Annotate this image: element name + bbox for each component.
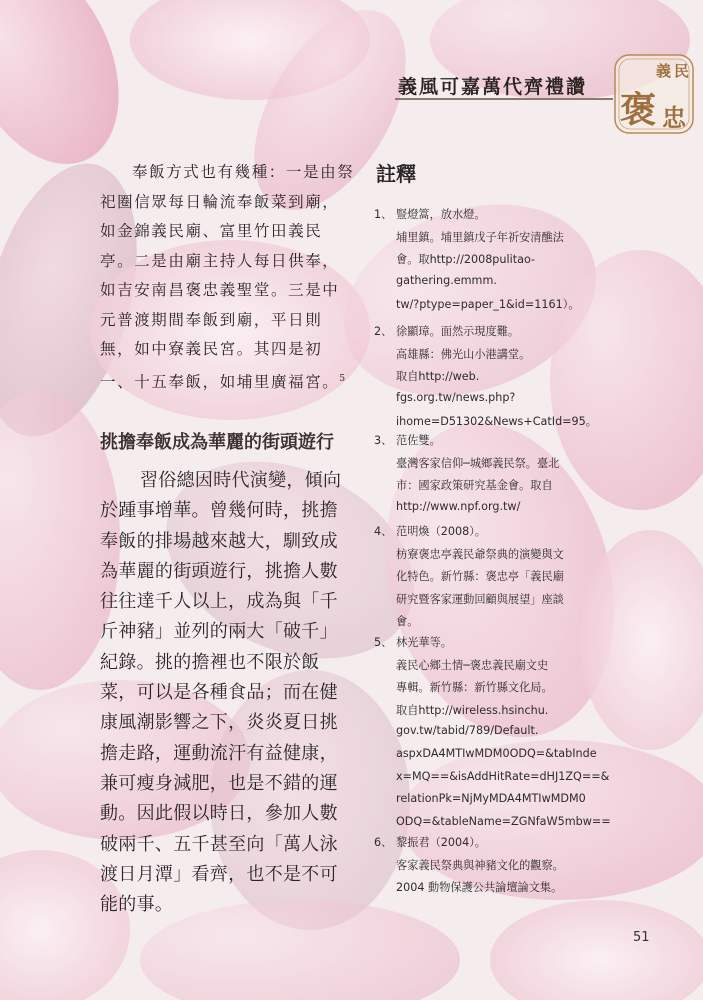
note-item — [374, 834, 619, 902]
notes-title: 註釋 — [376, 162, 416, 186]
seal-char-min: 民 — [674, 62, 690, 80]
note-line: 高雄縣：佛光山小港講堂。 — [396, 347, 531, 361]
note-line: 2004 動物保護公共論壇論文集。 — [396, 881, 563, 895]
note-line: 臺灣客家信仰─城鄉義民祭。臺北 — [396, 456, 560, 470]
note-line: 化特色。新竹縣：褒忠亭「義民廟 — [396, 570, 564, 584]
note-item — [374, 432, 619, 522]
paragraph-1-text: 奉飯方式也有幾種：一是由祭祀圈信眾每日輪流奉飯菜到廟，如金錦義民廟、富里竹田義民亭。二是由廟主持人每日供奉，如吉安南昌褒忠義聖堂。三是中元普渡期間奉飯到廟，平日則無，如中寮義民宮。其四是初一、十五奉飯，如埔里廣福宮。 — [100, 163, 355, 391]
paragraph-street-parade — [100, 466, 355, 920]
note-line: 豎燈篙，放水燈。 — [396, 208, 486, 221]
note-number: 6、 — [374, 836, 393, 849]
note-line[interactable]: http://www.npf.org.tw/ — [396, 499, 521, 513]
note-item — [374, 323, 619, 436]
note-line: relationPk=NjMyMDA4MTIwMDM0 — [396, 792, 586, 806]
header-rule — [395, 98, 613, 100]
note-line: 范佐雙。 — [396, 434, 441, 447]
paragraph-feeding-methods — [100, 158, 355, 397]
note-line[interactable]: 會。取http://2008pulitao- — [396, 253, 536, 267]
note-number: 3、 — [374, 434, 393, 447]
section-heading: 挑擔奉飯成為華麗的街頭遊行 — [100, 432, 334, 453]
note-line: 專輯。新竹縣：新竹縣文化局。 — [396, 681, 553, 695]
note-number: 4、 — [374, 525, 393, 538]
note-item — [374, 206, 619, 319]
footnote-ref: 5 — [339, 373, 347, 384]
note-number: 1、 — [374, 208, 393, 221]
note-item — [374, 634, 619, 837]
note-item — [374, 523, 619, 636]
note-line: 埔里鎮。埔里鎮戊子年祈安清醮法 — [396, 230, 564, 244]
note-line: 范明煥（2008）。 — [396, 525, 486, 538]
header-title: 義風可嘉萬代齊禮讚 — [398, 76, 588, 98]
seal-char-zhong: 忠 — [662, 103, 686, 132]
note-number: 2、 — [374, 325, 393, 338]
note-line: ihome=D51302&News+CatId=95。 — [396, 415, 597, 429]
note-line: 會。 — [396, 615, 419, 629]
seal-char-yi: 義 — [656, 62, 672, 80]
note-line[interactable]: tw/?ptype=paper_1&id=1161）。 — [396, 298, 580, 312]
note-line: 研究暨客家運動回顧與展望」座談 — [396, 592, 564, 606]
note-line: 義民心鄉土情─褒忠義民廟文史 — [396, 658, 549, 672]
note-line: 枋寮褒忠亭義民爺祭典的演變與文 — [396, 547, 564, 561]
note-line: 黎振君（2004）。 — [396, 836, 486, 849]
seal-char-bao: 褒 — [620, 89, 657, 131]
note-line: 市：國家政策研究基金會。取自 — [396, 479, 553, 493]
note-line[interactable]: aspxDA4MTIwMDM0ODQ=&tabInde — [396, 747, 597, 760]
note-line: 客家義民祭典與神豬文化的觀察。 — [396, 858, 564, 872]
seal-logo — [612, 52, 696, 136]
note-line[interactable]: 取自http://web. — [396, 370, 480, 384]
note-line: 林光華等。 — [396, 636, 452, 649]
note-line: x=MQ==&isAddHitRate=dHJ1ZQ==& — [396, 769, 610, 783]
paragraph-2-text: 習俗總因時代演變，傾向於踵事增華。曾幾何時，挑擔奉飯的排場越來越大，馴致成為華麗的街頭遊行，挑擔人數往往達千人以上，成為與「千斤神豬」並列的兩大「破千」紀錄。挑的擔裡也不限於飯菜，可以是各種食品；而在健康風潮影響之下，炎炎夏日挑擔走路，運動流汗有益健康，兼可瘦身減肥，也是不錯的運動。因此假以時日，參加人數破兩千、五千甚至向「萬人泳渡日月潭」看齊，也不是不可能的事。 — [100, 470, 342, 916]
note-line[interactable]: 取自http://wireless.hsinchu. — [396, 703, 549, 717]
note-number: 5、 — [374, 636, 393, 649]
page-number: 51 — [633, 930, 650, 945]
note-line: ODQ=&tableName=ZGNfaW5mbw== — [396, 814, 611, 828]
note-line: 徐顯璋。面然示現度難。 — [396, 325, 520, 338]
note-line[interactable]: gov.tw/tabid/789/Default. — [396, 724, 539, 738]
note-line: gathering.emmm. — [396, 273, 497, 287]
note-line[interactable]: fgs.org.tw/news.php? — [396, 390, 516, 404]
